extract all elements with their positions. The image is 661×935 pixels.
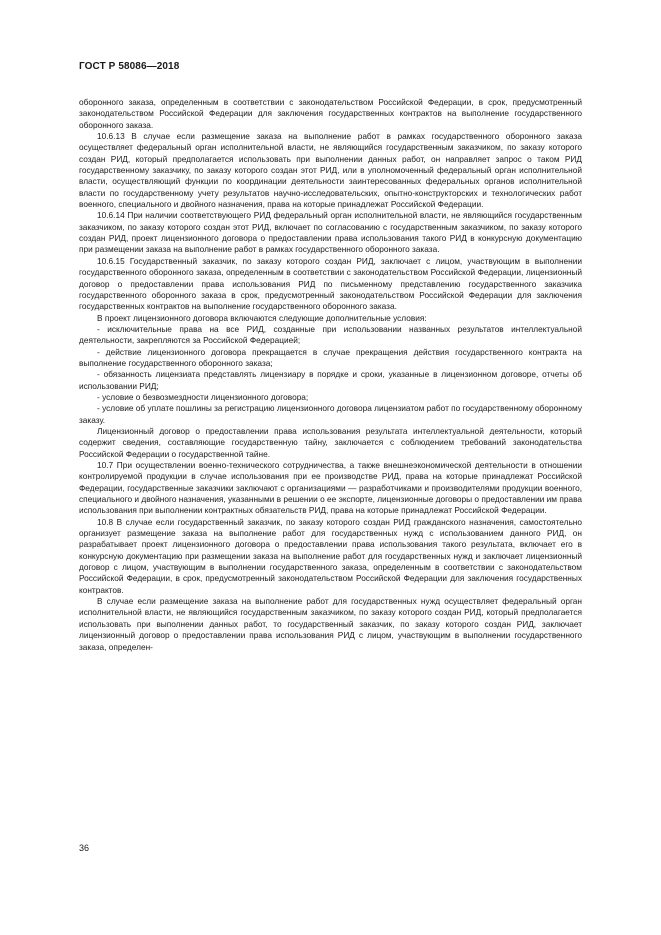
paragraph: 10.8 В случае если государственный заказчик, по заказу которого создан РИД гражданского назначения, самостоятельно организует размещение заказа на выполнение работ для государственных нужд с использованием данного РИД, он разрабатывает проект лицензионного договора о предоставлении права использования такого результата, включает его в конкурсную документацию при размещении заказа на выполнение работ для государственных нужд и заключает лицензионный договор с лицом, участвующим в выполнении государственного заказа, определенным в соответствии с законодательством Российской Федерации, в срок, предусмотренный законодательством Российской Федерации для заключения государственных контрактов. — [79, 516, 582, 595]
page-number: 36 — [79, 843, 90, 853]
document-body — [79, 97, 582, 653]
paragraph: В проект лицензионного договора включаются следующие дополнительные условия: — [97, 312, 427, 323]
paragraph: - исключительные права на все РИД, созданные при использовании названных результатов интеллектуальной деятельности, закрепляются за Российской Федерацией; — [79, 323, 582, 346]
paragraph: 10.6.14 При наличии соответствующего РИД федеральный орган исполнительной власти, не являющийся государственным заказчиком, по заказу которого создан этот РИД, включает по согласованию с государственным заказчиком, по заказу которого создан РИД, проект лицензионного договора о предоставлении права использования такого РИД в конкурсную документацию при размещении заказа на выполнение работ в рамках государственного оборонного заказа. — [79, 210, 582, 255]
paragraph: 10.6.15 Государственный заказчик, по заказу которого создан РИД, заключает с лицом, участвующим в выполнении государственного оборонного заказа, определенным в соответствии с законодательством Российской Федерации, лицензионный договор о предоставлении права использования РИД по письменному представлению государственного заказчика государственного оборонного заказа в срок, предусмотренный законодательством Российской Федерации для заключения государственных контрактов на выполнение государственного оборонного заказа. — [79, 255, 582, 312]
paragraph: - действие лицензионного договора прекращается в случае прекращения действия государственного контракта на выполнение государственного оборонного заказа; — [79, 346, 582, 368]
document-header: ГОСТ Р 58086—2018 — [79, 61, 180, 72]
paragraph: 10.6.13 В случае если размещение заказа на выполнение работ в рамках государственного оборонного заказа осуществляет федеральный орган исполнительной власти, не являющийся государственным заказчиком, по заказу которого создан РИД, который предполагается использовать при выполнении данных работ, он направляет запрос о таком РИД государственному заказчику, по заказу которого создан этот РИД, или в уполномоченный федеральный орган исполнительной власти, осуществляющий функции по координации деятельности заинтересованных федеральных органов исполнительной власти по государственному учету результатов научно-исследовательских, опытно-конструкторских и технологических работ военного, специального и двойного назначения, права на которые принадлежат Российской Федерации. — [79, 131, 582, 210]
paragraph: - обязанность лицензиата представлять лицензиару в порядке и сроки, указанные в лицензионном договоре, отчеты об использовании РИД; — [79, 369, 582, 391]
paragraph: - условие о безвозмездности лицензионного договора; — [97, 391, 309, 402]
paragraph: Лицензионный договор о предоставлении права использования результата интеллектуальной деятельности, который содержит сведения, составляющие государственную тайну, заключается с соблюдением требований законодательства Российской Федерации о государственной тайне. — [79, 425, 582, 459]
paragraph: - условие об уплате пошлины за регистрацию лицензионного договора лицензиатом работ по государственному оборонному заказу. — [79, 403, 582, 425]
paragraph: В случае если размещение заказа на выполнение работ для государственных нужд осуществляет федеральный орган исполнительной власти, не являющийся государственным заказчиком, по заказу которого создан РИД, который предполагается использовать при выполнении данных работ, то государственный заказчик, по заказу которого создан РИД, заключает лицензионный договор о предоставлении права использования РИД с лицом, участвующим в выполнении государственного заказа, определен- — [79, 596, 582, 652]
paragraph: 10.7 При осуществлении военно-технического сотрудничества, а также внешнеэкономической деятельности в отношении контролируемой продукции в случае использования при ее производстве РИД, права на которые принадлежат Российской Федерации, государственные заказчики заключают с организациями — разработчиками и производителями продукции военного, специального и двойного назначения, указанными в решении о ее экспорте, лицензионные договоры о предоставлении им права использования при выполнении контрактных обязательств РИД, права на которые принадлежат Российской Федерации. — [79, 460, 582, 516]
paragraph: оборонного заказа, определенным в соответствии с законодательством Российской Федерации, в срок, предусмотренный законодательством Российской Федерации для заключения государственных контрактов на выполнение государственного оборонного заказа. — [79, 97, 582, 130]
